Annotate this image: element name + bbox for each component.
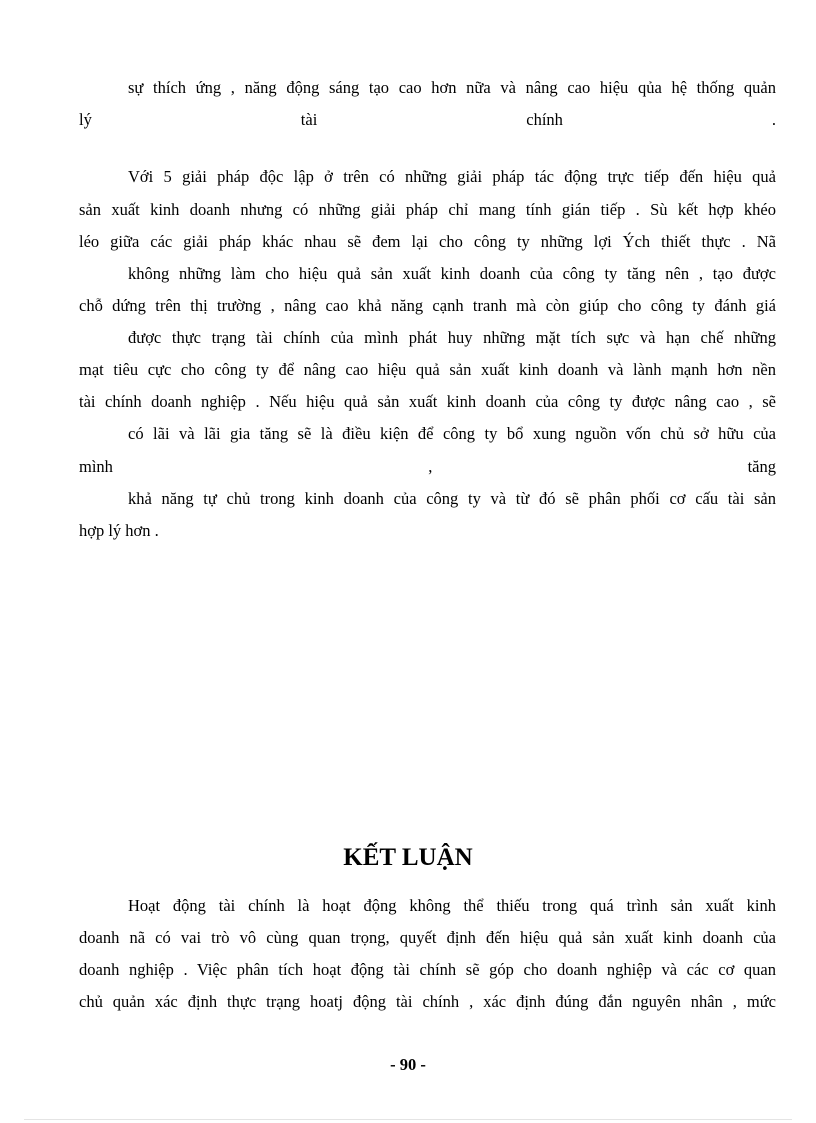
conclusion-line-2: doanh nã có vai trò vô cùng quan trọng, quyết định đến hiệu quả sản xuất kinh doanh của (79, 928, 776, 947)
word: mình (79, 457, 113, 476)
paragraph-2-line-8: tài chính doanh nghiệp . Nếu hiệu quả sản xuất kinh doanh của công ty được nâng cao , sẽ (79, 392, 776, 411)
word: tài (300, 110, 318, 129)
word: chính (526, 110, 563, 129)
word: tăng (747, 457, 776, 476)
paragraph-2-line-12: hợp lý hơn . (79, 521, 159, 540)
paragraph-2-line-2: sản xuất kinh doanh nhưng có những giải pháp chỉ mang tính gián tiếp . Sù kết hợp khéo (79, 200, 776, 219)
paragraph-2-line-4: không những làm cho hiệu quả sản xuất kinh doanh của công ty tăng nên , tạo được (128, 264, 776, 283)
page-bottom-divider (24, 1119, 792, 1120)
paragraph-2-line-5: chỗ dứng trên thị trường , nâng cao khả năng cạnh tranh mà còn giúp cho công ty đánh giá (79, 296, 776, 315)
paragraph-2-line-1: Với 5 giải pháp độc lập ở trên có những giải pháp tác động trực tiếp đến hiệu quả (128, 167, 776, 186)
page-number: - 90 - (390, 1055, 426, 1074)
conclusion-line-1: Hoạt động tài chính là hoạt động không thể thiếu trong quá trình sản xuất kinh (128, 896, 776, 915)
conclusion-line-3: doanh nghiệp . Việc phân tích hoạt động tài chính sẽ góp cho doanh nghiệp và các cơ quan (79, 960, 776, 979)
paragraph-1-line-2 (79, 108, 776, 132)
conclusion-heading: KẾT LUẬN (343, 844, 473, 871)
paragraph-1-line-1: sự thích ứng , năng động sáng tạo cao hơn nữa và nâng cao hiệu qủa hệ thống quản (128, 78, 776, 97)
paragraph-2-line-3: léo giữa các giải pháp khác nhau sẽ đem lại cho công ty những lợi Ých thiết thực . Nã (79, 232, 776, 251)
paragraph-2-line-11: khả năng tự chủ trong kinh doanh của công ty và từ đó sẽ phân phối cơ cấu tài sản (128, 489, 776, 508)
paragraph-2-line-10 (79, 455, 776, 479)
word: lý (79, 110, 92, 129)
word: , (428, 457, 433, 476)
paragraph-2-line-7: mạt tiêu cực cho công ty để nâng cao hiệu quả sản xuất kinh doanh và lành mạnh hơn nền (79, 360, 776, 379)
conclusion-line-4: chủ quản xác định thực trạng hoatj động tài chính , xác định đúng đắn nguyên nhân , mức (79, 992, 776, 1011)
word: . (771, 110, 776, 129)
paragraph-2-line-6: được thực trạng tài chính của mình phát huy những mặt tích sực và hạn chế những (128, 328, 776, 347)
paragraph-2-line-9: có lãi và lãi gia tăng sẽ là điều kiện để công ty bổ xung nguồn vốn chủ sở hữu của (128, 424, 776, 443)
